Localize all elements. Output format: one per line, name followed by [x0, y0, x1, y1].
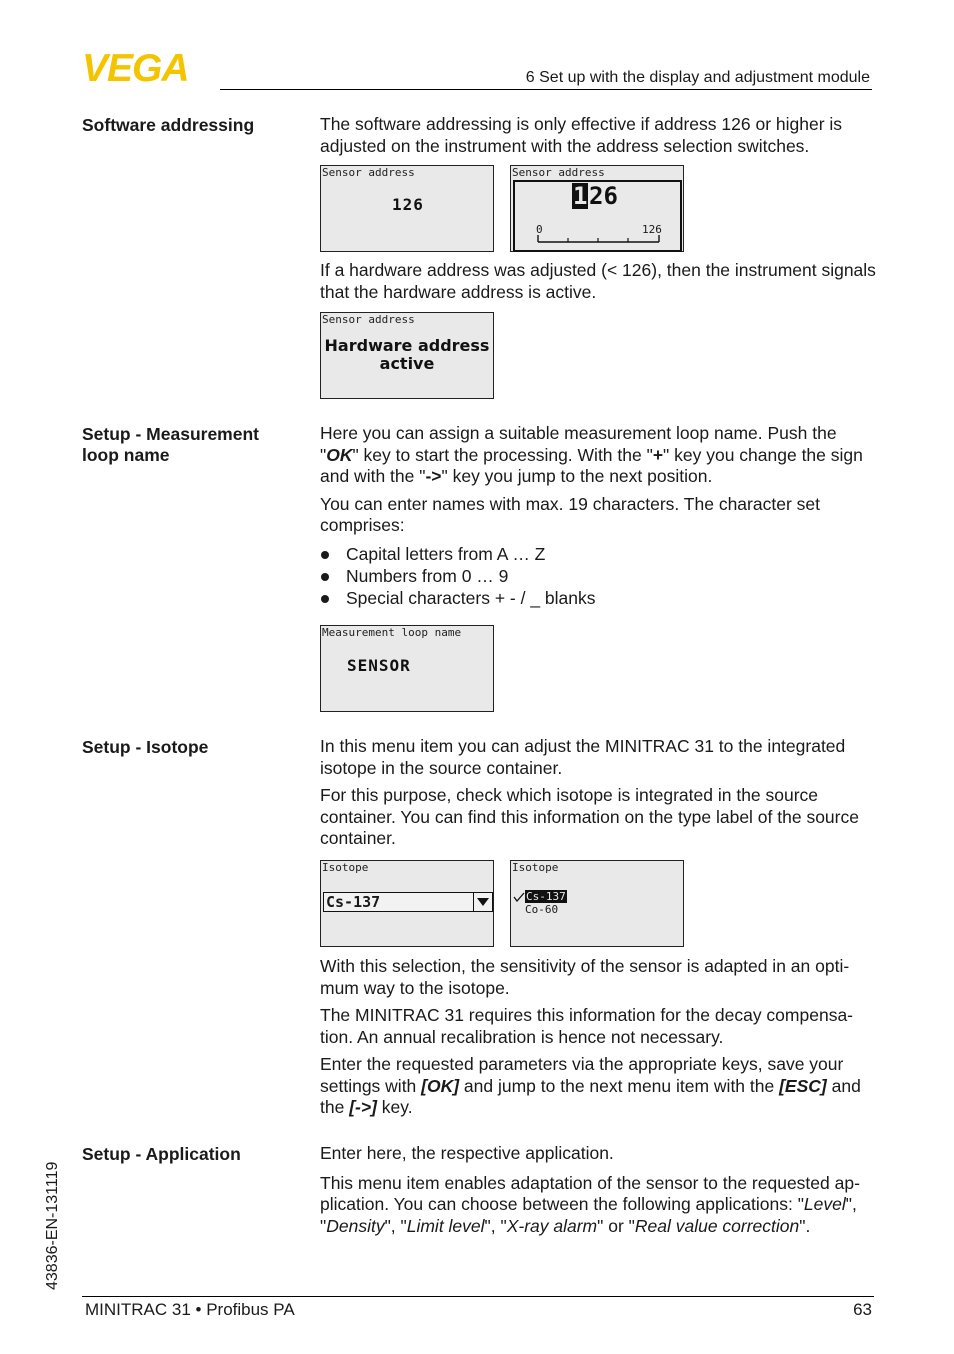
screen-title: Measurement loop name — [322, 626, 462, 639]
isotope-p2: For this purpose, check which isotope is integrated in the source container. You can find this information on the type label of the source container. — [320, 785, 859, 848]
application-p2: This menu item enables adaptation of the sensor to the requested ap-plication. You can choose between the following applications: "Level", "Density", "Limit level", "X-ray alarm" or "Real value correction". — [320, 1172, 860, 1236]
header-rule — [220, 89, 872, 90]
screen-loop-name — [320, 625, 494, 712]
isotope-text-2 — [320, 956, 876, 1125]
screen-sensor-address-edit — [510, 165, 684, 252]
character-set-list — [320, 543, 876, 609]
list-item: Capital letters from A … Z — [320, 543, 876, 565]
svg-text:VEGA: VEGA — [82, 50, 189, 84]
loop-name-value: SENSOR — [347, 656, 411, 675]
header-section-title: 6 Set up with the display and adjustment module — [525, 69, 870, 86]
isotope-option-selected[interactable]: Cs-137 — [526, 890, 566, 903]
screen-hardware-address — [320, 312, 494, 399]
chevron-down-icon[interactable] — [473, 893, 492, 911]
vega-logo — [82, 50, 212, 84]
isotope-text — [320, 736, 876, 856]
screen-isotope — [320, 860, 494, 947]
list-item: Numbers from 0 … 9 — [320, 565, 876, 587]
screen-title: Isotope — [512, 861, 559, 874]
isotope-option[interactable]: Co-60 — [525, 903, 559, 916]
isotope-p3: With this selection, the sensitivity of the sensor is adapted in an opti-mum way to the isotope. — [320, 956, 850, 998]
software-addressing-text-2 — [320, 260, 876, 309]
isotope-p4: The MINITRAC 31 requires this information for the decay compensa-tion. An annual recalibration is hence not necessary. — [320, 1005, 853, 1047]
footer-rule — [82, 1296, 874, 1297]
isotope-dropdown-value: Cs-137 — [326, 893, 381, 911]
hardware-address-message — [321, 337, 493, 373]
list-item: Special characters + - / _ blanks — [320, 587, 876, 609]
screen-sensor-address — [320, 165, 494, 252]
scale-max: 126 — [642, 223, 662, 236]
application-text — [320, 1143, 876, 1243]
footer-product: MINITRAC 31 • Profibus PA — [85, 1300, 295, 1319]
screen-value: 126 — [392, 195, 424, 214]
screen-isotope-list — [510, 860, 684, 947]
label-application: Setup - Application — [82, 1144, 241, 1164]
screen-title: Sensor address — [322, 313, 415, 326]
scale-min: 0 — [536, 223, 543, 236]
loop-name-p1: Here you can assign a suitable measurement loop name. Push the "OK" key to start the processing. With the "+" key you change the sign and with the "->" key you jump to the next position. — [320, 423, 863, 486]
isotope-p5: Enter the requested parameters via the appropriate keys, save your settings with [OK] and jump to the next menu item with the [ESC] and the [->] key. — [320, 1054, 861, 1117]
software-addressing-p2: If a hardware address was adjusted (< 126), then the instrument signals that the hardware address is active. — [320, 260, 876, 302]
edit-value: 26 — [589, 182, 618, 210]
address-scale — [537, 234, 661, 243]
screen-title: Sensor address — [322, 166, 415, 179]
isotope-dropdown[interactable] — [323, 892, 493, 912]
label-isotope: Setup - Isotope — [82, 737, 209, 757]
loop-name-text — [320, 423, 876, 615]
checkmark-icon — [513, 892, 525, 902]
loop-name-p2: You can enter names with max. 19 characters. The character set comprises: — [320, 493, 820, 535]
message-line-2: active — [379, 354, 435, 373]
label-software-addressing: Software addressing — [82, 115, 255, 135]
screen-title: Isotope — [322, 861, 369, 874]
application-p1: Enter here, the respective application. — [320, 1143, 614, 1163]
document-id: 43836-EN-131119 — [44, 1161, 61, 1290]
software-addressing-text — [320, 114, 876, 163]
isotope-p1: In this menu item you can adjust the MINITRAC 31 to the integrated isotope in the source container. — [320, 736, 846, 778]
edit-cursor-digit: 1 — [573, 182, 588, 210]
label-loop-name: Setup - Measurement loop name — [82, 424, 259, 465]
page-number: 63 — [853, 1300, 872, 1319]
software-addressing-p1: The software addressing is only effective if address 126 or higher is adjusted on the instrument with the address selection switches. — [320, 114, 843, 156]
message-line-1: Hardware address — [324, 336, 490, 355]
screen-title: Sensor address — [512, 166, 605, 179]
